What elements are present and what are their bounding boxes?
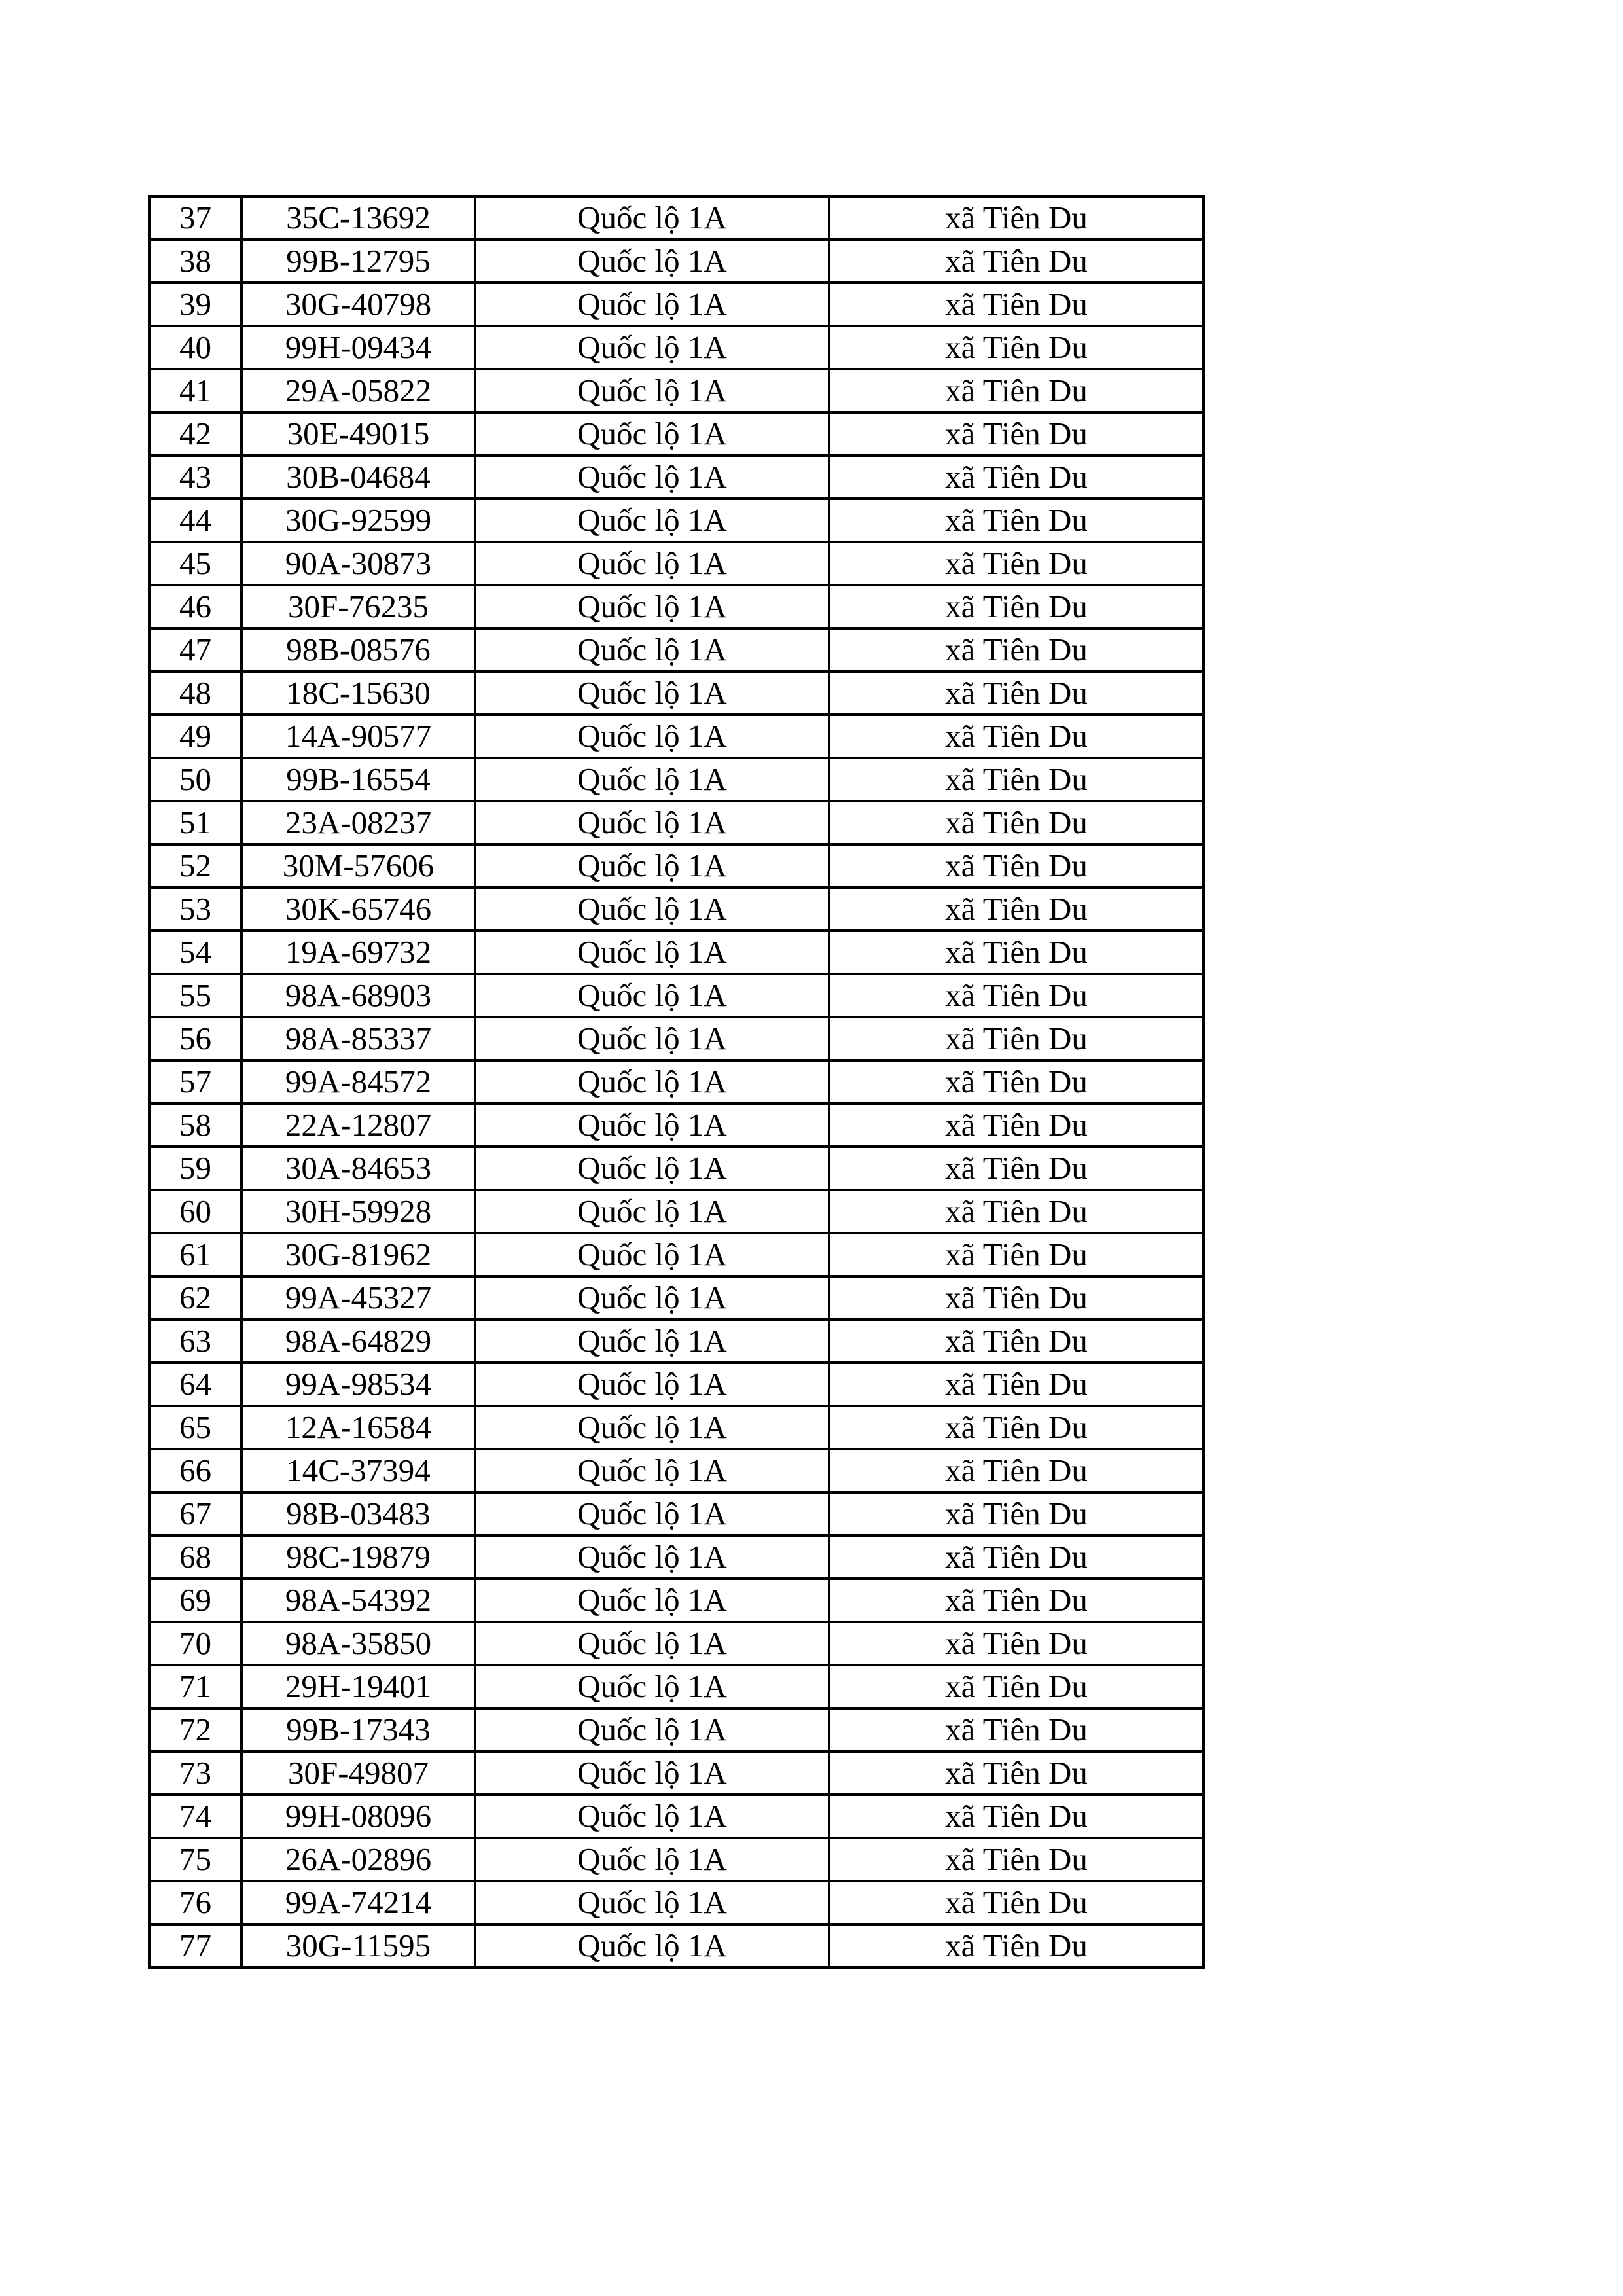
table-row (149, 1492, 1204, 1535)
road-cell: Quốc lộ 1A (475, 499, 829, 542)
commune-cell: xã Tiên Du (829, 1751, 1204, 1795)
table-row (149, 1449, 1204, 1492)
license-plate-cell: 29H-19401 (241, 1665, 475, 1708)
commune-cell: xã Tiên Du (829, 1708, 1204, 1751)
table-row (149, 1881, 1204, 1924)
commune-cell: xã Tiên Du (829, 801, 1204, 844)
row-number-cell: 68 (149, 1535, 241, 1579)
row-number-cell: 60 (149, 1190, 241, 1233)
commune-cell: xã Tiên Du (829, 628, 1204, 672)
road-cell: Quốc lộ 1A (475, 240, 829, 283)
commune-cell: xã Tiên Du (829, 1103, 1204, 1147)
road-cell: Quốc lộ 1A (475, 801, 829, 844)
commune-cell: xã Tiên Du (829, 1881, 1204, 1924)
road-cell: Quốc lộ 1A (475, 1708, 829, 1751)
table-row (149, 1406, 1204, 1449)
table-row (149, 369, 1204, 412)
row-number-cell: 58 (149, 1103, 241, 1147)
commune-cell: xã Tiên Du (829, 326, 1204, 369)
row-number-cell: 74 (149, 1795, 241, 1838)
commune-cell: xã Tiên Du (829, 1363, 1204, 1406)
table-row (149, 585, 1204, 628)
road-cell: Quốc lộ 1A (475, 931, 829, 974)
commune-cell: xã Tiên Du (829, 412, 1204, 456)
row-number-cell: 53 (149, 888, 241, 931)
commune-cell: xã Tiên Du (829, 1535, 1204, 1579)
row-number-cell: 65 (149, 1406, 241, 1449)
road-cell: Quốc lộ 1A (475, 1103, 829, 1147)
row-number-cell: 39 (149, 283, 241, 326)
commune-cell: xã Tiên Du (829, 369, 1204, 412)
table-row (149, 1363, 1204, 1406)
road-cell: Quốc lộ 1A (475, 1622, 829, 1665)
row-number-cell: 67 (149, 1492, 241, 1535)
road-cell: Quốc lộ 1A (475, 1795, 829, 1838)
commune-cell: xã Tiên Du (829, 1924, 1204, 1967)
row-number-cell: 55 (149, 974, 241, 1017)
table-row (149, 1276, 1204, 1319)
commune-cell: xã Tiên Du (829, 1190, 1204, 1233)
row-number-cell: 63 (149, 1319, 241, 1363)
row-number-cell: 44 (149, 499, 241, 542)
license-plate-cell: 99A-84572 (241, 1060, 475, 1103)
license-plate-cell: 30G-11595 (241, 1924, 475, 1967)
license-plate-cell: 90A-30873 (241, 542, 475, 585)
row-number-cell: 72 (149, 1708, 241, 1751)
license-plate-cell: 30M-57606 (241, 844, 475, 888)
license-plate-cell: 18C-15630 (241, 672, 475, 715)
license-plate-cell: 99H-09434 (241, 326, 475, 369)
commune-cell: xã Tiên Du (829, 1795, 1204, 1838)
license-plate-cell: 98C-19879 (241, 1535, 475, 1579)
commune-cell: xã Tiên Du (829, 1449, 1204, 1492)
commune-cell: xã Tiên Du (829, 1406, 1204, 1449)
commune-cell: xã Tiên Du (829, 196, 1204, 240)
license-plate-cell: 99A-74214 (241, 1881, 475, 1924)
road-cell: Quốc lộ 1A (475, 1579, 829, 1622)
table-row (149, 1233, 1204, 1276)
row-number-cell: 49 (149, 715, 241, 758)
row-number-cell: 37 (149, 196, 241, 240)
row-number-cell: 52 (149, 844, 241, 888)
road-cell: Quốc lộ 1A (475, 1665, 829, 1708)
commune-cell: xã Tiên Du (829, 585, 1204, 628)
table-row (149, 1103, 1204, 1147)
license-plate-cell: 30K-65746 (241, 888, 475, 931)
row-number-cell: 51 (149, 801, 241, 844)
row-number-cell: 40 (149, 326, 241, 369)
table-row (149, 1535, 1204, 1579)
license-plate-cell: 99A-45327 (241, 1276, 475, 1319)
road-cell: Quốc lộ 1A (475, 283, 829, 326)
row-number-cell: 41 (149, 369, 241, 412)
license-plate-cell: 98B-03483 (241, 1492, 475, 1535)
table-row (149, 758, 1204, 801)
row-number-cell: 76 (149, 1881, 241, 1924)
road-cell: Quốc lộ 1A (475, 1233, 829, 1276)
row-number-cell: 70 (149, 1622, 241, 1665)
row-number-cell: 50 (149, 758, 241, 801)
license-plate-cell: 19A-69732 (241, 931, 475, 974)
row-number-cell: 47 (149, 628, 241, 672)
license-plate-cell: 30G-92599 (241, 499, 475, 542)
commune-cell: xã Tiên Du (829, 1276, 1204, 1319)
table-row (149, 1319, 1204, 1363)
license-plate-cell: 22A-12807 (241, 1103, 475, 1147)
row-number-cell: 61 (149, 1233, 241, 1276)
table-row (149, 1622, 1204, 1665)
row-number-cell: 71 (149, 1665, 241, 1708)
row-number-cell: 57 (149, 1060, 241, 1103)
table-row (149, 931, 1204, 974)
row-number-cell: 43 (149, 456, 241, 499)
license-plate-cell: 99B-17343 (241, 1708, 475, 1751)
road-cell: Quốc lộ 1A (475, 1838, 829, 1881)
table-row (149, 326, 1204, 369)
license-plate-cell: 99H-08096 (241, 1795, 475, 1838)
table-row (149, 974, 1204, 1017)
row-number-cell: 48 (149, 672, 241, 715)
license-plate-cell: 98A-68903 (241, 974, 475, 1017)
road-cell: Quốc lộ 1A (475, 456, 829, 499)
license-plate-cell: 98A-54392 (241, 1579, 475, 1622)
commune-cell: xã Tiên Du (829, 888, 1204, 931)
license-plate-cell: 98A-64829 (241, 1319, 475, 1363)
row-number-cell: 46 (149, 585, 241, 628)
road-cell: Quốc lộ 1A (475, 974, 829, 1017)
road-cell: Quốc lộ 1A (475, 628, 829, 672)
commune-cell: xã Tiên Du (829, 1233, 1204, 1276)
license-plate-cell: 30G-40798 (241, 283, 475, 326)
row-number-cell: 69 (149, 1579, 241, 1622)
commune-cell: xã Tiên Du (829, 1665, 1204, 1708)
road-cell: Quốc lộ 1A (475, 844, 829, 888)
commune-cell: xã Tiên Du (829, 672, 1204, 715)
row-number-cell: 59 (149, 1147, 241, 1190)
license-plate-cell: 30H-59928 (241, 1190, 475, 1233)
row-number-cell: 38 (149, 240, 241, 283)
commune-cell: xã Tiên Du (829, 1492, 1204, 1535)
table-row (149, 1708, 1204, 1751)
license-plate-cell: 23A-08237 (241, 801, 475, 844)
table-row (149, 1060, 1204, 1103)
road-cell: Quốc lộ 1A (475, 1276, 829, 1319)
road-cell: Quốc lộ 1A (475, 1060, 829, 1103)
road-cell: Quốc lộ 1A (475, 1363, 829, 1406)
license-plate-cell: 30E-49015 (241, 412, 475, 456)
license-plate-cell: 30F-49807 (241, 1751, 475, 1795)
commune-cell: xã Tiên Du (829, 1060, 1204, 1103)
commune-cell: xã Tiên Du (829, 974, 1204, 1017)
table-row (149, 715, 1204, 758)
table-row (149, 1924, 1204, 1967)
license-plate-cell: 14C-37394 (241, 1449, 475, 1492)
table-row (149, 1665, 1204, 1708)
commune-cell: xã Tiên Du (829, 844, 1204, 888)
road-cell: Quốc lộ 1A (475, 888, 829, 931)
license-plate-cell: 35C-13692 (241, 196, 475, 240)
road-cell: Quốc lộ 1A (475, 1924, 829, 1967)
road-cell: Quốc lộ 1A (475, 1406, 829, 1449)
table-body (149, 196, 1204, 1967)
license-plate-cell: 30B-04684 (241, 456, 475, 499)
table-row (149, 1190, 1204, 1233)
commune-cell: xã Tiên Du (829, 1838, 1204, 1881)
table-row (149, 844, 1204, 888)
table-row (149, 672, 1204, 715)
commune-cell: xã Tiên Du (829, 1017, 1204, 1060)
row-number-cell: 73 (149, 1751, 241, 1795)
commune-cell: xã Tiên Du (829, 542, 1204, 585)
license-plate-cell: 29A-05822 (241, 369, 475, 412)
road-cell: Quốc lộ 1A (475, 326, 829, 369)
license-plate-cell: 99B-16554 (241, 758, 475, 801)
commune-cell: xã Tiên Du (829, 931, 1204, 974)
table-row (149, 1579, 1204, 1622)
table-row (149, 412, 1204, 456)
table-row (149, 1838, 1204, 1881)
commune-cell: xã Tiên Du (829, 1622, 1204, 1665)
license-plate-cell: 98A-35850 (241, 1622, 475, 1665)
road-cell: Quốc lộ 1A (475, 542, 829, 585)
commune-cell: xã Tiên Du (829, 240, 1204, 283)
commune-cell: xã Tiên Du (829, 715, 1204, 758)
table-row (149, 801, 1204, 844)
commune-cell: xã Tiên Du (829, 283, 1204, 326)
table-row (149, 283, 1204, 326)
road-cell: Quốc lộ 1A (475, 196, 829, 240)
license-plate-cell: 99A-98534 (241, 1363, 475, 1406)
license-plate-cell: 26A-02896 (241, 1838, 475, 1881)
license-plate-cell: 99B-12795 (241, 240, 475, 283)
row-number-cell: 75 (149, 1838, 241, 1881)
road-cell: Quốc lộ 1A (475, 1492, 829, 1535)
commune-cell: xã Tiên Du (829, 456, 1204, 499)
license-plate-cell: 30G-81962 (241, 1233, 475, 1276)
row-number-cell: 62 (149, 1276, 241, 1319)
table-row (149, 1147, 1204, 1190)
license-plate-cell: 98B-08576 (241, 628, 475, 672)
table-row (149, 542, 1204, 585)
road-cell: Quốc lộ 1A (475, 1190, 829, 1233)
license-plate-cell: 12A-16584 (241, 1406, 475, 1449)
table-row (149, 628, 1204, 672)
road-cell: Quốc lộ 1A (475, 1147, 829, 1190)
commune-cell: xã Tiên Du (829, 1319, 1204, 1363)
commune-cell: xã Tiên Du (829, 499, 1204, 542)
license-plate-cell: 14A-90577 (241, 715, 475, 758)
table-row (149, 1751, 1204, 1795)
road-cell: Quốc lộ 1A (475, 1535, 829, 1579)
table-row (149, 499, 1204, 542)
road-cell: Quốc lộ 1A (475, 1319, 829, 1363)
license-plate-cell: 98A-85337 (241, 1017, 475, 1060)
table-row (149, 888, 1204, 931)
row-number-cell: 64 (149, 1363, 241, 1406)
road-cell: Quốc lộ 1A (475, 672, 829, 715)
table-row (149, 1017, 1204, 1060)
table-row (149, 456, 1204, 499)
row-number-cell: 77 (149, 1924, 241, 1967)
road-cell: Quốc lộ 1A (475, 585, 829, 628)
road-cell: Quốc lộ 1A (475, 1449, 829, 1492)
road-cell: Quốc lộ 1A (475, 1881, 829, 1924)
license-plate-cell: 30A-84653 (241, 1147, 475, 1190)
road-cell: Quốc lộ 1A (475, 715, 829, 758)
road-cell: Quốc lộ 1A (475, 369, 829, 412)
vehicle-plate-table (148, 195, 1205, 1969)
road-cell: Quốc lộ 1A (475, 1751, 829, 1795)
road-cell: Quốc lộ 1A (475, 758, 829, 801)
road-cell: Quốc lộ 1A (475, 1017, 829, 1060)
commune-cell: xã Tiên Du (829, 1579, 1204, 1622)
row-number-cell: 54 (149, 931, 241, 974)
row-number-cell: 45 (149, 542, 241, 585)
road-cell: Quốc lộ 1A (475, 412, 829, 456)
license-plate-cell: 30F-76235 (241, 585, 475, 628)
table-row (149, 1795, 1204, 1838)
commune-cell: xã Tiên Du (829, 1147, 1204, 1190)
table-row (149, 196, 1204, 240)
table-row (149, 240, 1204, 283)
row-number-cell: 66 (149, 1449, 241, 1492)
commune-cell: xã Tiên Du (829, 758, 1204, 801)
row-number-cell: 56 (149, 1017, 241, 1060)
row-number-cell: 42 (149, 412, 241, 456)
